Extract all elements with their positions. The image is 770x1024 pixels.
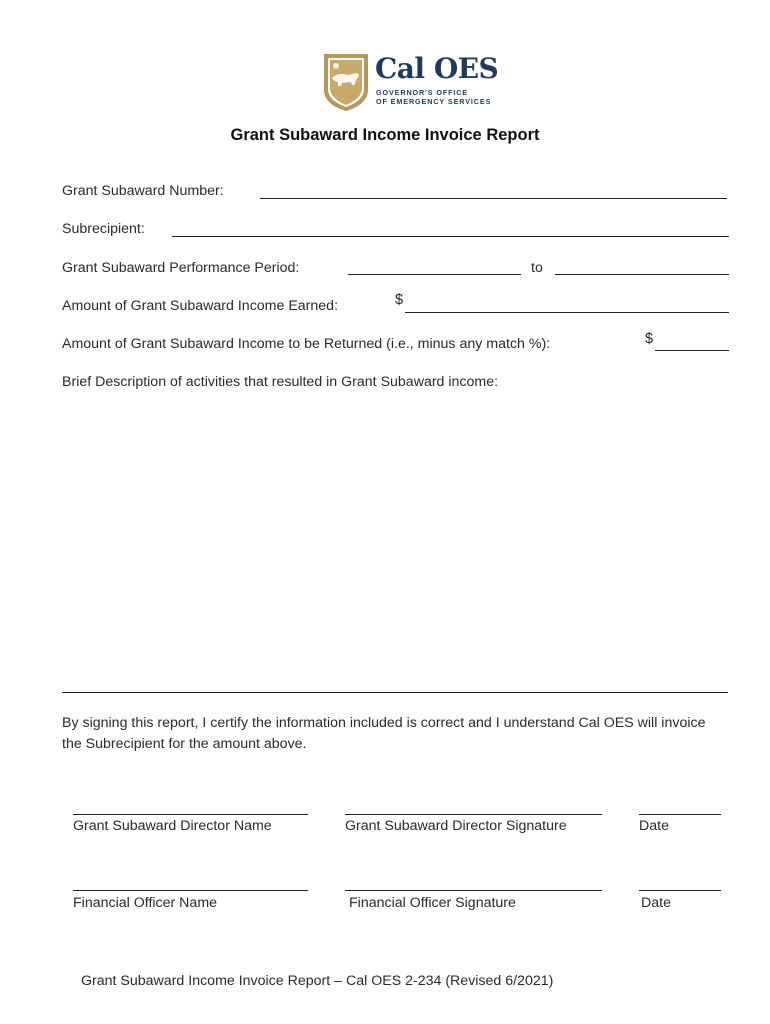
director-name-label: Grant Subaward Director Name [73,818,272,834]
income-earned-label: Amount of Grant Subaward Income Earned: [62,298,339,314]
director-date-line[interactable] [639,814,721,815]
subrecipient-field[interactable] [172,236,729,237]
description-bottom-line [62,692,728,693]
description-label: Brief Description of activities that resulted in Grant Subaward income: [62,374,499,390]
cal-oes-seal-icon [322,52,370,112]
description-area[interactable] [62,396,728,692]
income-returned-currency: $ [645,331,654,347]
officer-signature-label: Financial Officer Signature [349,895,516,911]
officer-date-label: Date [641,895,671,911]
form-footer: Grant Subaward Income Invoice Report – Cal OES 2-234 (Revised 6/2021) [81,973,554,989]
director-name-line[interactable] [73,814,308,815]
logo-subtitle-line2: OF EMERGENCY SERVICES [376,97,492,106]
logo-wordmark: Cal OES [375,52,499,85]
income-earned-field[interactable] [405,312,729,313]
officer-name-label: Financial Officer Name [73,895,218,911]
income-returned-label: Amount of Grant Subaward Income to be Returned (i.e., minus any match %): [62,336,551,352]
subrecipient-label: Subrecipient: [62,221,145,237]
director-date-label: Date [639,818,669,834]
income-returned-field[interactable] [655,350,729,351]
period-start-field[interactable] [348,274,521,275]
page-title: Grant Subaward Income Invoice Report [230,126,540,144]
officer-name-line[interactable] [73,890,308,891]
period-to-label: to [531,260,543,276]
subaward-number-label: Grant Subaward Number: [62,183,224,199]
certification-text: By signing this report, I certify the information included is correct and I understand Cal OES will invoice the Subrecipient for the amount above. [62,715,706,752]
officer-date-line[interactable] [639,890,721,891]
income-earned-currency: $ [395,292,404,308]
subaward-number-field[interactable] [260,198,727,199]
logo-subtitle-line1: GOVERNOR'S OFFICE [376,88,469,97]
officer-signature-line[interactable] [345,890,602,891]
director-signature-label: Grant Subaward Director Signature [345,818,567,834]
period-end-field[interactable] [555,274,729,275]
performance-period-label: Grant Subaward Performance Period: [62,260,300,276]
cal-oes-logo [322,52,499,112]
director-signature-line[interactable] [345,814,602,815]
